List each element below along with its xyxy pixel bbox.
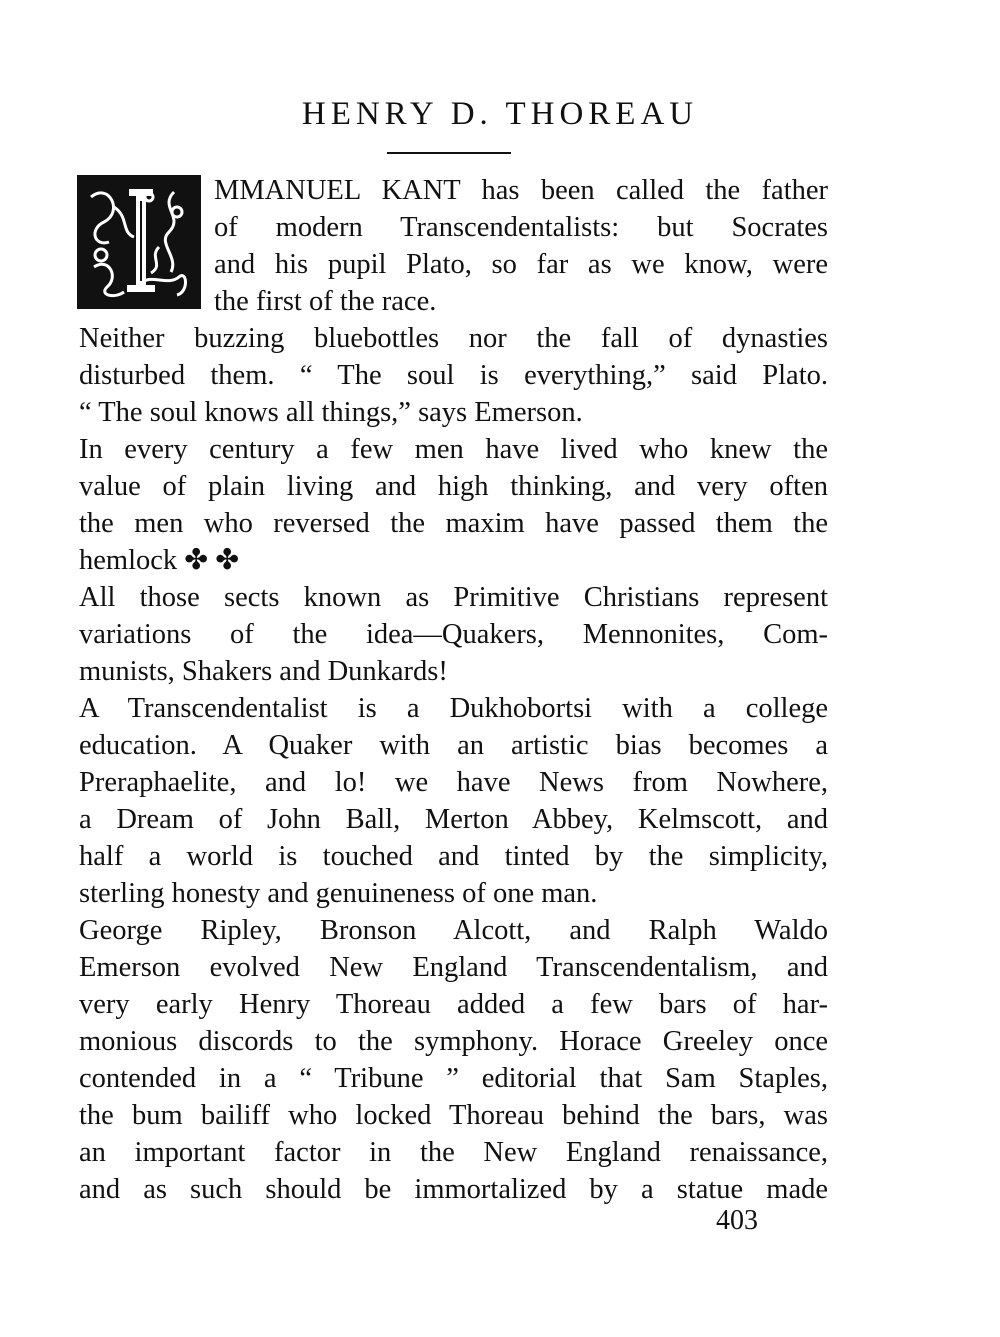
text-line: munists, Shakers and Dunkards!	[79, 656, 448, 687]
text-line: All those sects known as Primitive Christians represent	[79, 582, 828, 613]
text-line: and as such should be immortalized by a statue made	[79, 1174, 828, 1205]
text-line: monious discords to the symphony. Horace Greeley once	[79, 1026, 828, 1057]
text-line: education. A Quaker with an artistic bias becomes a	[79, 730, 828, 761]
text-line: the men who reversed the maxim have passed them the	[79, 508, 828, 539]
ornament-icon	[79, 177, 199, 307]
text-line: Emerson evolved New England Transcendentalism, and	[79, 952, 828, 983]
text-line: sterling honesty and genuineness of one man.	[79, 878, 598, 909]
running-title: HENRY D. THOREAU	[301, 96, 699, 132]
text-line: hemlock ✤ ✤	[79, 545, 240, 576]
page-number: 403	[716, 1205, 758, 1236]
text-line: the bum bailiff who locked Thoreau behind the bars, was	[79, 1100, 828, 1131]
text-line: and his pupil Plato, so far as we know, were	[214, 249, 828, 280]
text-line: In every century a few men have lived who knew the	[79, 434, 828, 465]
title-rule	[387, 152, 511, 154]
text-line: value of plain living and high thinking, and very often	[79, 471, 828, 502]
text-line: George Ripley, Bronson Alcott, and Ralph Waldo	[79, 915, 828, 946]
text-line: A Transcendentalist is a Dukhobortsi with a college	[79, 693, 828, 724]
text-line: very early Henry Thoreau added a few bars of har-	[79, 989, 828, 1020]
text-line: disturbed them. “ The soul is everything,” said Plato.	[79, 360, 828, 391]
text-line: Preraphaelite, and lo! we have News from Nowhere,	[79, 767, 828, 798]
text-line: MMANUEL KANT has been called the father	[214, 175, 828, 206]
text-line: the first of the race.	[214, 286, 437, 317]
text-line: contended in a “ Tribune ” editorial that Sam Staples,	[79, 1063, 828, 1094]
text-line: “ The soul knows all things,” says Emerson.	[79, 397, 583, 428]
drop-cap-initial	[77, 175, 201, 309]
text-line: an important factor in the New England renaissance,	[79, 1137, 828, 1168]
text-line: variations of the idea—Quakers, Mennonites, Com-	[79, 619, 828, 650]
text-line: a Dream of John Ball, Merton Abbey, Kelmscott, and	[79, 804, 828, 835]
text-line: half a world is touched and tinted by the simplicity,	[79, 841, 828, 872]
text-line: Neither buzzing bluebottles nor the fall of dynasties	[79, 323, 828, 354]
text-line: of modern Transcendentalists: but Socrates	[214, 212, 828, 243]
